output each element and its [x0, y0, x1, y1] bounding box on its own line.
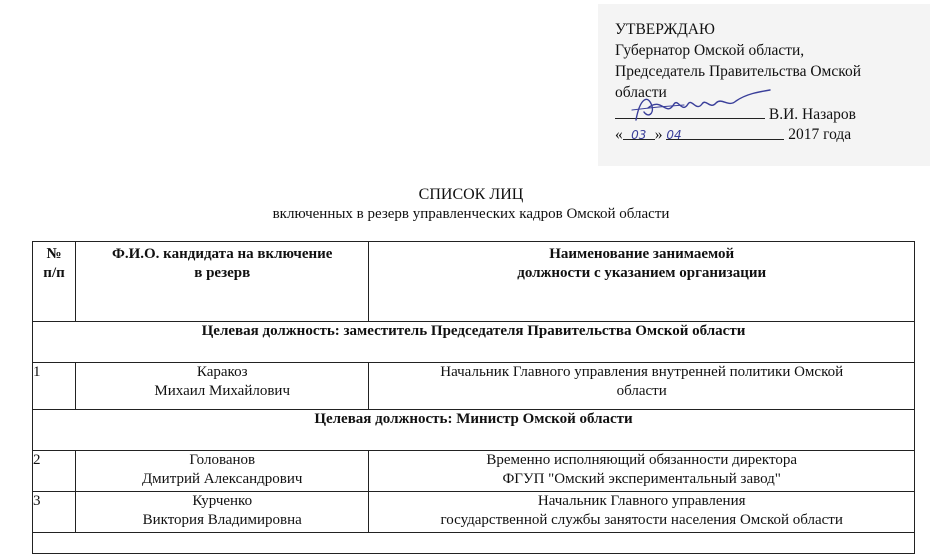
date-month: 04 — [666, 125, 784, 140]
approval-position-line3: области — [615, 84, 667, 101]
section-row — [33, 410, 915, 451]
row-position — [369, 451, 915, 492]
section-label: Целевая должность: заместитель Председателя Правительства Омской области — [33, 322, 915, 363]
row-position-line1: Начальник Главного управления — [537, 493, 746, 509]
header-name-line1: Ф.И.О. кандидата на включение — [111, 246, 333, 262]
header-position-line2: должности с указанием организации — [517, 265, 767, 281]
table-row — [33, 363, 915, 410]
header-num — [33, 242, 76, 322]
approval-heading: УТВЕРЖДАЮ — [615, 21, 715, 38]
reserve-table — [32, 241, 915, 554]
row-position-line2: ФГУП "Омский экспериментальный завод" — [502, 471, 781, 487]
row-position-line1: Начальник Главного управления внутренней политики Омской — [440, 364, 844, 380]
row-name — [76, 363, 369, 410]
header-num-line2: п/п — [43, 265, 65, 281]
row-name — [76, 492, 369, 533]
header-position — [369, 242, 915, 322]
row-position-line2: государственной службы занятости населения Омской области — [440, 512, 843, 528]
continuation-cell — [33, 533, 915, 554]
row-num: 2 — [33, 451, 76, 492]
approval-position-line2: Председатель Правительства Омской — [615, 63, 862, 80]
header-num-line1: № — [46, 246, 62, 262]
date-year: 2017 года — [788, 126, 852, 143]
row-num: 3 — [33, 492, 76, 533]
row-position — [369, 492, 915, 533]
table-row — [33, 451, 915, 492]
handwritten-signature — [618, 88, 788, 128]
date-day: 03 — [623, 125, 655, 140]
table-row — [33, 492, 915, 533]
table-header-row — [33, 242, 915, 322]
approval-signer: В.И. Назаров — [768, 106, 856, 123]
section-row — [33, 322, 915, 363]
row-num: 1 — [33, 363, 76, 410]
date-close-quote: » — [654, 126, 663, 143]
row-surname: Каракоз — [196, 364, 248, 380]
row-name — [76, 451, 369, 492]
row-position — [369, 363, 915, 410]
row-surname: Голованов — [189, 452, 256, 468]
table-row-continuation — [33, 533, 915, 554]
row-position-line2: области — [616, 383, 667, 399]
approval-position-line1: Губернатор Омской области, — [615, 42, 805, 59]
row-given: Дмитрий Александрович — [141, 471, 303, 487]
row-given: Михаил Михайлович — [154, 383, 290, 399]
section-label: Целевая должность: Министр Омской области — [33, 410, 915, 451]
document-subtitle: включенных в резерв управленческих кадров Омской области — [272, 206, 670, 222]
row-position-line1: Временно исполняющий обязанности директора — [486, 452, 798, 468]
date-open-quote: « — [615, 126, 623, 143]
document-title: СПИСОК ЛИЦ — [418, 186, 524, 203]
row-surname: Курченко — [192, 493, 253, 509]
header-name-line2: в резерв — [194, 265, 251, 281]
row-given: Виктория Владимировна — [142, 512, 302, 528]
header-position-line1: Наименование занимаемой — [549, 246, 735, 262]
header-name — [76, 242, 369, 322]
approval-block — [598, 4, 930, 166]
approval-date-line — [615, 125, 851, 145]
